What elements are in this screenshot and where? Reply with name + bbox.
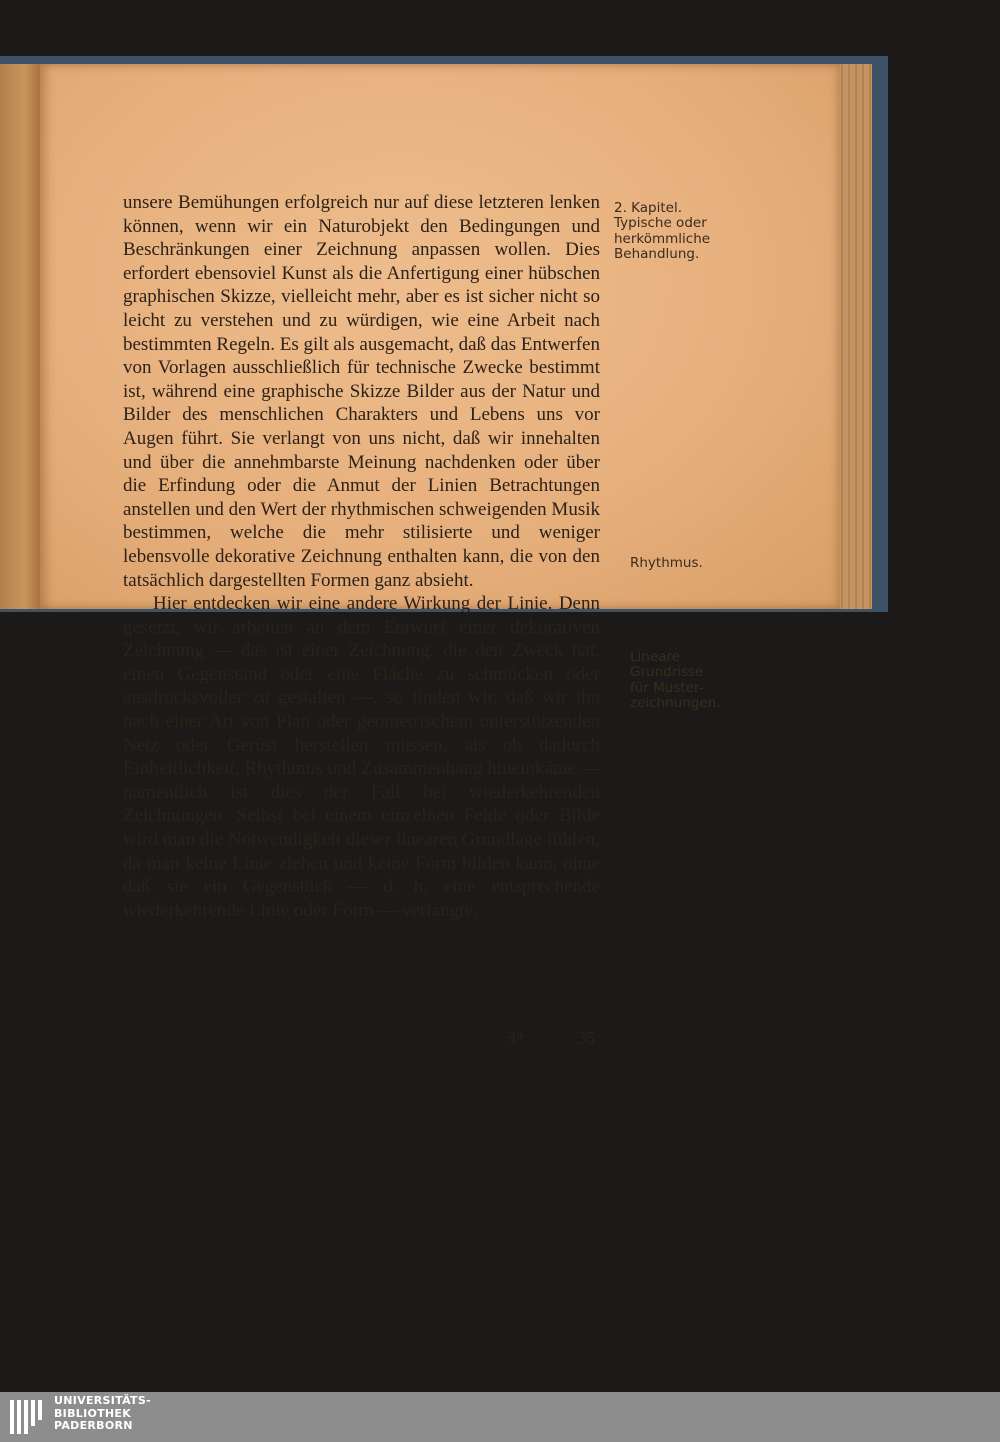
margin-note-chapter: 2. Kapitel. Typische oder herkömmliche Behandlung.: [614, 200, 711, 263]
left-page-edge: [0, 64, 40, 609]
margin-note-rhythm: Rhythmus.: [630, 555, 703, 571]
body-text: [123, 191, 600, 922]
page-number: 35: [577, 1028, 595, 1048]
library-logo-icon: [10, 1400, 48, 1434]
margin-note-linear: Lineare Grundrisse für Muster- zeichnungen.: [630, 649, 721, 712]
book-page: [40, 64, 840, 1048]
library-name: UNIVERSITÄTS- BIBLIOTHEK PADERBORN: [54, 1394, 151, 1432]
paragraph-1: unsere Bemühungen erfolgreich nur auf diese letzteren lenken können, wenn wir ein Naturobjekt den Bedingungen und Beschränkungen einer Zeichnung anpassen wollen. Dies erfordert ebensoviel Kunst als die Anfertigung einer hübschen graphischen Skizze, vielleicht mehr, aber es ist sicher nicht so leicht zu verstehen und zu würdigen, wie eine Arbeit nach bestimmten Regeln. Es gilt als ausgemacht, daß das Entwerfen von Vorlagen ausschließlich für technische Zwecke bestimmt ist, während eine graphische Skizze Bilder aus der Natur und Bilder des menschlichen Charakters und Lebens uns vor Augen führt. Sie verlangt von uns nicht, daß wir innehalten und über die annehmbarste Meinung nachdenken oder über die Erfindung oder die Anmut der Linien Betrachtungen anstellen und den Wert der rhythmischen schweigenden Musik bestimmen, welche die mehr stilisierte und weniger lebensvolle dekorative Zeichnung enthalten kann, die von den tatsächlich dargestellten Formen ganz absieht.: [123, 192, 600, 591]
paragraph-2: Hier entdecken wir eine andere Wirkung der Linie. Denn gesetzt, wir arbeiten an dem Entwurf einer dekorativen Zeichnung — das ist einer Zeichnung, die den Zweck hat, einen Gegenstand oder eine Fläche zu schmücken oder ausdrucksvoller zu gestalten —, so finden wir, daß wir ihn nach einer Art von Plan oder geometrischem unterstützenden Netz oder Gerüst herstellen müssen, als ob dadurch Einheitlichkeit, Rhythmus und Zusammenhang hineinkäme — namentlich ist dies der Fall bei wiederkehrenden Zeichnungen. Selbst bei einem einzelnen Felde oder Bilde wird man die Notwendigkeit dieser linearen Grundlage fühlen, da man keine Linie ziehen und keine Form bilden kann, ohne daß sie ein Gegenstück — d. h. eine entsprechende wiederkehrende Linie oder Form — verlangte.: [123, 593, 600, 921]
signature-mark: 3*: [507, 1028, 525, 1048]
library-footer-bar: [0, 1392, 1000, 1442]
